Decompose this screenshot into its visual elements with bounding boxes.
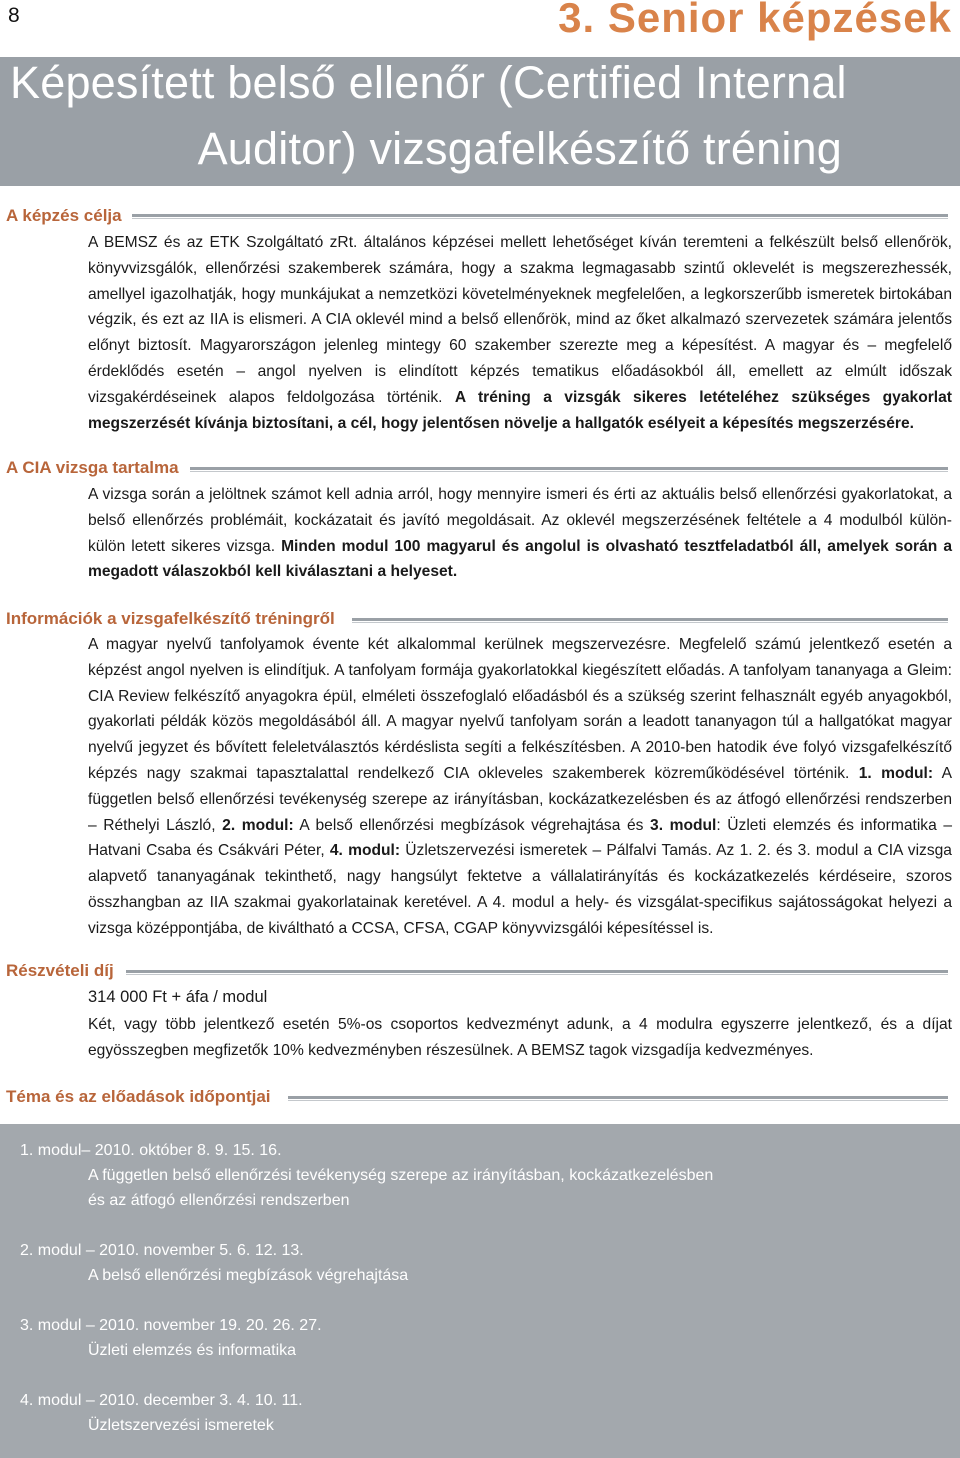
module-2-date: 2. modul – 2010. november 5. 6. 12. 13. <box>20 1242 304 1259</box>
info-bold-1: 1. modul: <box>858 764 934 782</box>
info-bold-2: 2. modul: <box>222 816 294 834</box>
module-3-date: 3. modul – 2010. november 19. 20. 26. 27. <box>20 1317 322 1334</box>
section-rule-info <box>352 618 948 621</box>
module-1-desc-2: és az átfogó ellenőrzési rendszerben <box>88 1192 350 1209</box>
fee-price: 314 000 Ft + áfa / modul <box>88 988 268 1006</box>
fee-text: Két, vagy több jelentkező esetén 5%-os csoportos kedvezményt adunk, a 4 modulra egyszerre jelentkező, és a díjat egyösszegben megfizetők 10% kedvezményben részesülnek. A BEMSZ tagok vizsgadíja kedvezményes. <box>88 1016 952 1059</box>
module-1-desc: A független belső ellenőrzési tevékenység szerepe az irányításban, kockázatkezelésben <box>88 1167 714 1184</box>
module-2 <box>20 1238 408 1288</box>
info-bold-4: 4. modul: <box>329 842 401 860</box>
module-3-desc: Üzleti elemzés és informatika <box>88 1342 297 1359</box>
section-rule-aim <box>132 214 948 217</box>
module-4-desc: Üzletszervezési ismeretek <box>88 1417 274 1434</box>
aim-text-bold: A tréning a vizsgák sikeres letételéhez szükséges gyakorlat megszerzését kívánja biztosítani, a cél, hogy jelentősen növelje a hallgatók esélyeit a képesítés megszerzésére. <box>88 388 952 432</box>
content-text: A vizsga során a jelöltnek számot kell adnia arról, hogy mennyire ismeri és érti az aktuális belső ellenőrzési gyakorlatokat, a belső ellenőrzés problémáit, kockázatait és javító megoldásait. Az oklevél megszerzésének feltétele a 4 modulból külön-külön letett sikeres vizsga. <box>88 486 952 555</box>
page-number: 8 <box>8 4 20 27</box>
section-heading-aim: A képzés célja <box>6 206 122 225</box>
page-title-line1: Képesített belső ellenőr (Certified Internal <box>10 57 847 108</box>
page-title-line2: Auditor) vizsgafelkészítő tréning <box>197 123 842 174</box>
module-1 <box>20 1138 713 1213</box>
title-band <box>0 57 960 186</box>
schedule-band <box>0 1124 960 1458</box>
section-heading-content: A CIA vizsga tartalma <box>6 458 179 477</box>
section-rule-schedule <box>288 1096 948 1099</box>
section-heading-fee: Részvételi díj <box>6 961 114 980</box>
aim-text: A BEMSZ és az ETK Szolgáltató zRt. általános képzései mellett lehetőséget kíván teremteni a felkészült belső ellenőrök, könyvvizsgálók, ellenőrzési szakemberek számára, hogy a szakma legmagasabb szintű oklevelét is megszerezhessék, amellyel igazolhatják, hogy munkájukat a nemzetközi követelményeknek megfelelően, a legkorszerűbb ismeretek birtokában végzik, és ezt az IIA is elismeri. A CIA oklevél mind a belső ellenőrök, mind az őket alkalmazó szervezetek számára jelentős előnyt biztosít. Magyarországon jelenleg mintegy 60 szakember szerezte meg a képesítést. A magyar és – megfelelő érdeklődés esetén – angol nyelven is elindított képzés tematikus előadásokból áll, emellett az elmúlt időszak vizsgakérdéseinek alapos feldolgozása történik. <box>88 234 952 406</box>
module-3 <box>20 1313 322 1363</box>
module-2-desc: A belső ellenőrzési megbízások végrehajtása <box>88 1267 409 1284</box>
module-4-date: 4. modul – 2010. december 3. 4. 10. 11. <box>20 1392 303 1409</box>
section-heading-info: Információk a vizsgafelkészítő tréningről <box>6 609 335 628</box>
info-text-4: : Üzleti elemzés és informatika – Hatvani Csaba és Csákvári Péter, <box>88 816 952 860</box>
content-paragraph <box>88 482 952 585</box>
aim-paragraph <box>88 230 952 436</box>
info-bold-3: 3. modul <box>650 816 717 834</box>
module-1-date: 1. modul– 2010. október 8. 9. 15. 16. <box>20 1142 282 1159</box>
section-rule-fee <box>126 970 948 973</box>
module-4 <box>20 1388 303 1438</box>
section-rule-content <box>190 467 948 470</box>
info-text-5: Üzletszervezési ismeretek – Pálfalvi Tamás. Az 1. 2. és 3. modul a CIA vizsga alapvető tananyagának tekinthető, nagy hangsúlyt fektetve a vállalatirányítás és kockázatkezelés kérdéseire, szoros összhangban az IIA szakmai gyakorlatainak keretével. A 4. modul a hely- és vizsgálat-specifikus sajátosságokat helyezi a vizsga középpontjába, de kiváltható a CCSA, CFSA, CGAP könyvvizsgálói képesítéssel is. <box>88 842 952 937</box>
info-text-2: A független belső ellenőrzési tevékenység szerepe az irányításban, kockázatkezelésben és az átfogó ellenőrzési rendszerben – Réthelyi László, <box>88 764 952 834</box>
section-heading-schedule: Téma és az előadások időpontjai <box>6 1087 271 1106</box>
info-text-1: A magyar nyelvű tanfolyamok évente két alkalommal kerülnek megszervezésre. Megfelelő számú jelentkező esetén a képzést angol nyelven is elindítjuk. A tanfolyam formája gyakorlatokkal kiegészített előadás. A tanfolyam tananyaga a Gleim: CIA Review felkészítő anyagokra épül, elméleti összefoglaló előadásból és a szükség szerint felhasznált egyéb anyagokból, gyakorlati példák közös megoldásából áll. A magyar nyelvű tanfolyam során a leadott tananyagon túl a hallgatókat magyar nyelvű jegyzet és bővített feleletválasztós kérdéslista segíti a felkészítésben. A 2010-ben hatodik éve folyó vizsgafelkészítő képzés nagy szakmai tapasztalattal rendelkező CIA okleveles szakemberek közreműködésével történik. <box>88 636 952 782</box>
info-text-3: A belső ellenőrzési megbízások végrehajtása és <box>299 816 644 834</box>
content-text-bold: Minden modul 100 magyarul és angolul is olvasható tesztfeladatból áll, amelyek során a megadott válaszokból kell kiválasztani a helyeset. <box>88 537 952 581</box>
fee-paragraph <box>88 1012 952 1064</box>
info-paragraph <box>88 632 952 942</box>
series-title: 3. Senior képzések <box>558 0 952 41</box>
